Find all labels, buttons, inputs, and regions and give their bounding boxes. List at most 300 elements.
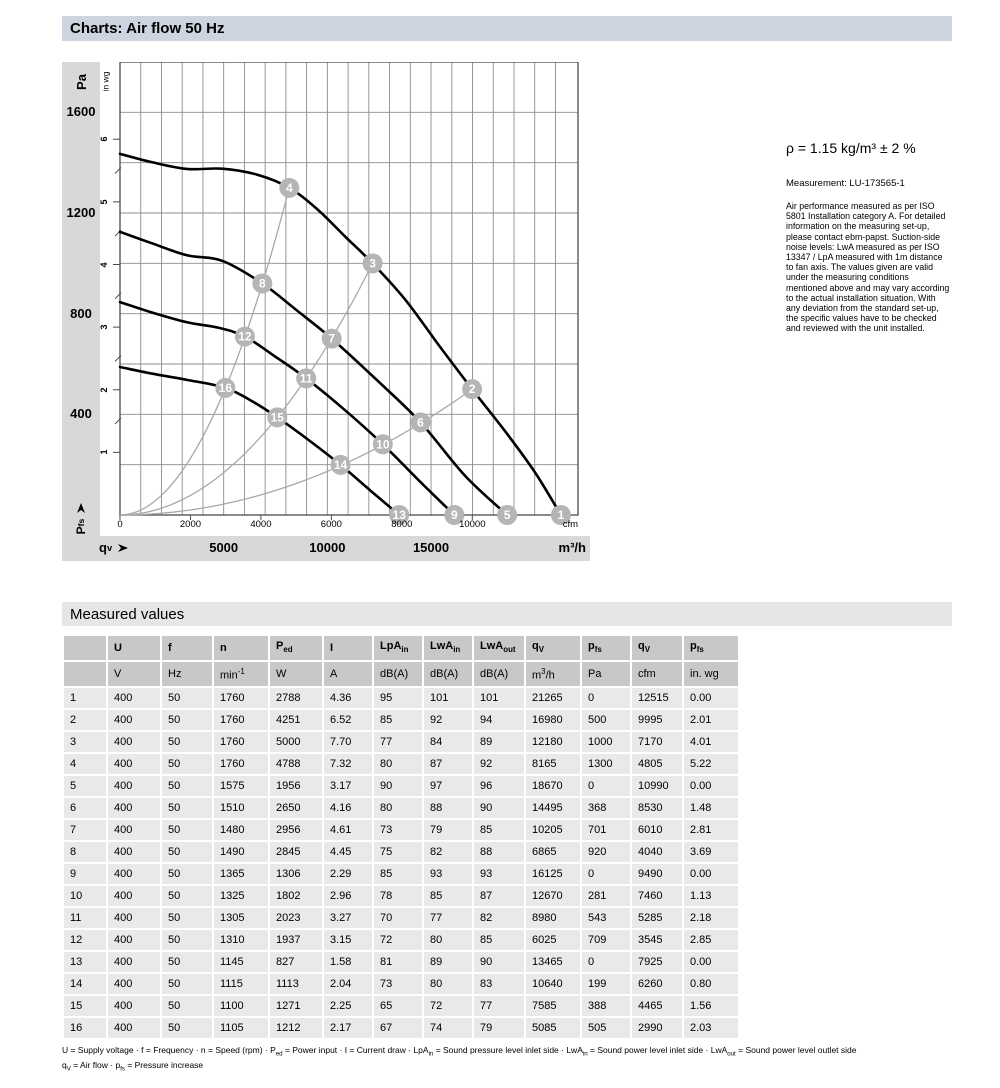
value-cell: 93 <box>424 864 472 884</box>
row-number-cell: 6 <box>64 798 106 818</box>
value-cell: 77 <box>374 732 422 752</box>
legend-line-2: $q_V$ = Air flow · $p_{fs}$ = Pressure increase <box>62 1060 204 1073</box>
value-cell: 5000 <box>270 732 322 752</box>
value-cell: 50 <box>162 930 212 950</box>
table-row <box>64 930 738 950</box>
value-cell: 2956 <box>270 820 322 840</box>
value-cell: 1365 <box>214 864 268 884</box>
header-cell: I <box>324 636 372 660</box>
value-cell: 75 <box>374 842 422 862</box>
value-cell: 1760 <box>214 754 268 774</box>
point-marker-label-12: 12 <box>238 329 252 344</box>
legend-line-1: U = Supply voltage · f = Frequency · n = Speed $(rpm) \cdot P_{ed}$ = Power input · I = Current draw · LpA$_{in}$ = Sound pressure level inlet side · LwA$_{in}$ = Sound power level inlet side · LwA$_{out}$ = Sound power level outlet side <box>62 1045 857 1058</box>
value-cell: 500 <box>582 710 630 730</box>
point-marker-label-10: 10 <box>376 437 390 452</box>
value-cell: 709 <box>582 930 630 950</box>
value-cell: 80 <box>374 798 422 818</box>
value-cell: 18670 <box>526 776 580 796</box>
value-cell: 0.00 <box>684 776 738 796</box>
value-cell: 2.17 <box>324 1018 372 1038</box>
direction-arrow-icon <box>76 502 86 513</box>
value-cell: 50 <box>162 688 212 708</box>
value-cell: 1760 <box>214 732 268 752</box>
value-cell: 0.00 <box>684 688 738 708</box>
header-cell: LpA$_{in}$ <box>374 636 422 660</box>
value-cell: 2.18 <box>684 908 738 928</box>
row-number-cell: 1 <box>64 688 106 708</box>
table-row <box>64 820 738 840</box>
value-cell: 13465 <box>526 952 580 972</box>
row-number-cell: 5 <box>64 776 106 796</box>
value-cell: 10990 <box>632 776 682 796</box>
header-cell: $P_{ed}$ <box>270 636 322 660</box>
value-cell: 1937 <box>270 930 322 950</box>
header-cell: $p_{fs}$ <box>684 636 738 660</box>
value-cell: 85 <box>374 864 422 884</box>
row-number-cell: 12 <box>64 930 106 950</box>
value-cell: 400 <box>108 996 160 1016</box>
row-number-cell: 15 <box>64 996 106 1016</box>
value-cell: 95 <box>374 688 422 708</box>
row-number-cell: 10 <box>64 886 106 906</box>
value-cell: 2990 <box>632 1018 682 1038</box>
value-cell: 65 <box>374 996 422 1016</box>
value-cell: 6.52 <box>324 710 372 730</box>
value-cell: 72 <box>424 996 472 1016</box>
value-cell: 1325 <box>214 886 268 906</box>
unit-cell: $\min^{-1}$ <box>214 662 268 686</box>
value-cell: 1100 <box>214 996 268 1016</box>
value-cell: 73 <box>374 974 422 994</box>
value-cell: 70 <box>374 908 422 928</box>
table-row <box>64 710 738 730</box>
value-cell: 400 <box>108 688 160 708</box>
table-row <box>64 842 738 862</box>
value-cell: 1.56 <box>684 996 738 1016</box>
value-cell: 388 <box>582 996 630 1016</box>
pa-tick-label: 400 <box>70 406 92 422</box>
inwg-tick-label: 4 <box>99 262 109 268</box>
value-cell: 94 <box>474 710 524 730</box>
value-cell: 84 <box>424 732 472 752</box>
cfm-tick-label: 8000 <box>391 519 413 530</box>
point-marker-label-8: 8 <box>258 276 266 291</box>
value-cell: 7460 <box>632 886 682 906</box>
value-cell: 3.17 <box>324 776 372 796</box>
value-cell: 1802 <box>270 886 322 906</box>
value-cell: 1.48 <box>684 798 738 818</box>
header-cell: LwA$_{out}$ <box>474 636 524 660</box>
value-cell: 92 <box>424 710 472 730</box>
unit-cell: dB(A) <box>424 662 472 686</box>
value-cell: 2.25 <box>324 996 372 1016</box>
table-row <box>64 974 738 994</box>
value-cell: 701 <box>582 820 630 840</box>
value-cell: 10640 <box>526 974 580 994</box>
value-cell: 2.81 <box>684 820 738 840</box>
point-marker-label-2: 2 <box>468 382 476 397</box>
unit-cell: Hz <box>162 662 212 686</box>
value-cell: 400 <box>108 1018 160 1038</box>
header-cell: n <box>214 636 268 660</box>
unit-cell: dB(A) <box>474 662 524 686</box>
unit-cell <box>64 662 106 686</box>
unit-cell: A <box>324 662 372 686</box>
value-cell: 2650 <box>270 798 322 818</box>
value-cell: 1306 <box>270 864 322 884</box>
value-cell: 4805 <box>632 754 682 774</box>
value-cell: 50 <box>162 732 212 752</box>
row-number-cell: 14 <box>64 974 106 994</box>
value-cell: 92 <box>474 754 524 774</box>
table-sym-row <box>64 636 738 660</box>
value-cell: 1212 <box>270 1018 322 1038</box>
value-cell: 2845 <box>270 842 322 862</box>
value-cell: 4.16 <box>324 798 372 818</box>
header-cell: $q_V$ <box>526 636 580 660</box>
value-cell: 920 <box>582 842 630 862</box>
value-cell: 7.70 <box>324 732 372 752</box>
value-cell: 8165 <box>526 754 580 774</box>
value-cell: 85 <box>424 886 472 906</box>
value-cell: 1490 <box>214 842 268 862</box>
table-row <box>64 908 738 928</box>
point-marker-label-1: 1 <box>557 508 565 522</box>
cfm-tick-label: 6000 <box>320 519 342 530</box>
value-cell: 50 <box>162 798 212 818</box>
airflow-chart <box>62 62 600 565</box>
cfm-tick-label: 4000 <box>250 519 272 530</box>
value-cell: 12180 <box>526 732 580 752</box>
value-cell: 1.58 <box>324 952 372 972</box>
value-cell: 88 <box>474 842 524 862</box>
row-number-cell: 7 <box>64 820 106 840</box>
unit-cell: W <box>270 662 322 686</box>
value-cell: 90 <box>374 776 422 796</box>
row-number-cell: 2 <box>64 710 106 730</box>
value-cell: 1510 <box>214 798 268 818</box>
system-line-through-2-6-10-14 <box>120 389 472 515</box>
value-cell: 83 <box>474 974 524 994</box>
value-cell: 67 <box>374 1018 422 1038</box>
value-cell: 16980 <box>526 710 580 730</box>
value-cell: 827 <box>270 952 322 972</box>
value-cell: 400 <box>108 754 160 774</box>
value-cell: 4.45 <box>324 842 372 862</box>
value-cell: 7170 <box>632 732 682 752</box>
value-cell: 9490 <box>632 864 682 884</box>
direction-arrow-icon <box>118 543 129 553</box>
value-cell: 2.96 <box>324 886 372 906</box>
table-row <box>64 732 738 752</box>
value-cell: 2.85 <box>684 930 738 950</box>
value-cell: 5.22 <box>684 754 738 774</box>
value-cell: 80 <box>374 754 422 774</box>
value-cell: 1480 <box>214 820 268 840</box>
value-cell: 50 <box>162 974 212 994</box>
value-cell: 1.13 <box>684 886 738 906</box>
plot-border <box>120 62 578 515</box>
header-cell: U <box>108 636 160 660</box>
value-cell: 6025 <box>526 930 580 950</box>
value-cell: 3.69 <box>684 842 738 862</box>
measured-values-bar <box>62 602 952 626</box>
value-cell: 78 <box>374 886 422 906</box>
table-unit-row <box>64 662 738 686</box>
value-cell: 400 <box>108 710 160 730</box>
header-cell: $p_{fs}$ <box>582 636 630 660</box>
value-cell: 50 <box>162 996 212 1016</box>
m3h-tick-label: 5000 <box>209 540 239 555</box>
value-cell: 1145 <box>214 952 268 972</box>
value-cell: 7925 <box>632 952 682 972</box>
value-cell: 1760 <box>214 710 268 730</box>
value-cell: 80 <box>424 930 472 950</box>
air-density-note: ρ = 1.15 kg/m³ ± 2 % <box>786 140 916 156</box>
value-cell: 85 <box>474 820 524 840</box>
value-cell: 12515 <box>632 688 682 708</box>
value-cell: 400 <box>108 820 160 840</box>
point-marker-label-4: 4 <box>285 180 293 195</box>
value-cell: 1575 <box>214 776 268 796</box>
value-cell: 400 <box>108 930 160 950</box>
value-cell: 3545 <box>632 930 682 950</box>
table-row <box>64 996 738 1016</box>
value-cell: 8980 <box>526 908 580 928</box>
inwg-tick-label: 5 <box>99 199 109 205</box>
value-cell: 400 <box>108 842 160 862</box>
value-cell: 1956 <box>270 776 322 796</box>
value-cell: 0.00 <box>684 864 738 884</box>
unit-cell: cfm <box>632 662 682 686</box>
side-note <box>786 140 950 334</box>
value-cell: 4251 <box>270 710 322 730</box>
value-cell: 2023 <box>270 908 322 928</box>
row-number-cell: 4 <box>64 754 106 774</box>
value-cell: 6010 <box>632 820 682 840</box>
value-cell: 77 <box>424 908 472 928</box>
value-cell: 16125 <box>526 864 580 884</box>
point-marker-label-7: 7 <box>328 331 336 346</box>
value-cell: 50 <box>162 754 212 774</box>
value-cell: 281 <box>582 886 630 906</box>
row-number-cell: 9 <box>64 864 106 884</box>
plot-svg <box>62 62 600 565</box>
value-cell: 0 <box>582 688 630 708</box>
value-cell: 3.15 <box>324 930 372 950</box>
value-cell: 1271 <box>270 996 322 1016</box>
fan-curve-n1320 <box>120 302 454 515</box>
cfm-tick-label: 2000 <box>179 519 202 530</box>
value-cell: 400 <box>108 886 160 906</box>
cfm-tick-label: 10000 <box>459 519 486 530</box>
qv-axis-label: q v <box>99 540 129 555</box>
value-cell: 85 <box>474 930 524 950</box>
table-row <box>64 798 738 818</box>
value-cell: 0 <box>582 864 630 884</box>
m3h-unit-label: m³/h <box>558 540 586 555</box>
header-cell: $q_V$ <box>632 636 682 660</box>
pa-axis-label: Pa <box>73 74 89 90</box>
value-cell: 79 <box>424 820 472 840</box>
row-number-cell: 3 <box>64 732 106 752</box>
m3h-tick-label: 10000 <box>309 540 346 555</box>
inwg-axis-label: in wg <box>100 71 110 92</box>
value-cell: 0 <box>582 952 630 972</box>
value-cell: 81 <box>374 952 422 972</box>
value-cell: 21265 <box>526 688 580 708</box>
table-row <box>64 952 738 972</box>
point-marker-label-15: 15 <box>270 410 284 425</box>
table-row <box>64 754 738 774</box>
value-cell: 4.01 <box>684 732 738 752</box>
row-number-cell: 16 <box>64 1018 106 1038</box>
value-cell: 368 <box>582 798 630 818</box>
value-cell: 0.00 <box>684 952 738 972</box>
value-cell: 96 <box>474 776 524 796</box>
inwg-tick-label: 2 <box>99 387 109 393</box>
measurement-conditions-note: Air performance measured as per ISO 5801 Installation category A. For detailed information on the measuring set-up, please contact ebm-papst. Suction-side noise levels: LwA measured as per ISO 13347 / LpA measured with 1m distance to fan axis. The values given are valid under the measuring conditions mentioned above and may vary according to the actual installation situation. With any deviation from the standard set-up, the specific values have to be checked and reviewed with the unit installed. <box>786 201 950 334</box>
row-number-cell: 11 <box>64 908 106 928</box>
m3h-tick-label: 15000 <box>412 540 450 555</box>
system-line-through-4-8-12-16 <box>120 188 289 515</box>
table-row <box>64 688 738 708</box>
point-marker-label-5: 5 <box>503 508 511 522</box>
value-cell: 1113 <box>270 974 322 994</box>
value-cell: 400 <box>108 952 160 972</box>
value-cell: 5085 <box>526 1018 580 1038</box>
value-cell: 3.27 <box>324 908 372 928</box>
value-cell: 73 <box>374 820 422 840</box>
unit-cell: dB(A) <box>374 662 422 686</box>
header-cell <box>64 636 106 660</box>
value-cell: 14495 <box>526 798 580 818</box>
value-cell: 8530 <box>632 798 682 818</box>
point-marker-label-3: 3 <box>369 256 376 271</box>
value-cell: 400 <box>108 908 160 928</box>
value-cell: 4040 <box>632 842 682 862</box>
value-cell: 74 <box>424 1018 472 1038</box>
point-marker-label-13: 13 <box>392 508 406 522</box>
table-row <box>64 864 738 884</box>
measured-values-table <box>62 634 740 1040</box>
value-cell: 101 <box>474 688 524 708</box>
value-cell: 1115 <box>214 974 268 994</box>
value-cell: 89 <box>424 952 472 972</box>
table-row <box>64 1018 738 1038</box>
value-cell: 50 <box>162 820 212 840</box>
inwg-tick-label: 1 <box>99 449 109 455</box>
value-cell: 543 <box>582 908 630 928</box>
value-cell: 1300 <box>582 754 630 774</box>
measurement-id: Measurement: LU-173565-1 <box>786 178 905 189</box>
value-cell: 400 <box>108 776 160 796</box>
value-cell: 90 <box>474 798 524 818</box>
inwg-tick-label: 6 <box>99 136 109 142</box>
value-cell: 1000 <box>582 732 630 752</box>
value-cell: 50 <box>162 908 212 928</box>
value-cell: 7.32 <box>324 754 372 774</box>
pfs-axis-label: P fs <box>73 491 89 545</box>
point-marker-label-6: 6 <box>417 415 424 430</box>
value-cell: 89 <box>474 732 524 752</box>
value-cell: 82 <box>474 908 524 928</box>
header-cell: LwA$_{in}$ <box>424 636 472 660</box>
value-cell: 505 <box>582 1018 630 1038</box>
header-cell: f <box>162 636 212 660</box>
value-cell: 97 <box>424 776 472 796</box>
unit-cell: Pa <box>582 662 630 686</box>
value-cell: 82 <box>424 842 472 862</box>
value-cell: 50 <box>162 710 212 730</box>
value-cell: 12670 <box>526 886 580 906</box>
value-cell: 400 <box>108 798 160 818</box>
value-cell: 50 <box>162 776 212 796</box>
system-line-through-3-7-11-15 <box>120 263 373 515</box>
value-cell: 50 <box>162 886 212 906</box>
table-row <box>64 776 738 796</box>
value-cell: 2.01 <box>684 710 738 730</box>
value-cell: 2.29 <box>324 864 372 884</box>
value-cell: 0.80 <box>684 974 738 994</box>
value-cell: 4.36 <box>324 688 372 708</box>
cfm-unit-label: cfm <box>562 519 578 530</box>
value-cell: 88 <box>424 798 472 818</box>
point-marker-label-16: 16 <box>218 380 233 395</box>
value-cell: 9995 <box>632 710 682 730</box>
value-cell: 72 <box>374 930 422 950</box>
table-row <box>64 886 738 906</box>
unit-cell: $m^3/h$ <box>526 662 580 686</box>
value-cell: 50 <box>162 1018 212 1038</box>
value-cell: 79 <box>474 1018 524 1038</box>
value-cell: 0 <box>582 776 630 796</box>
value-cell: 80 <box>424 974 472 994</box>
value-cell: 1105 <box>214 1018 268 1038</box>
value-cell: 4.61 <box>324 820 372 840</box>
value-cell: 5285 <box>632 908 682 928</box>
value-cell: 101 <box>424 688 472 708</box>
unit-cell: V <box>108 662 160 686</box>
row-number-cell: 13 <box>64 952 106 972</box>
row-number-cell: 8 <box>64 842 106 862</box>
value-cell: 400 <box>108 974 160 994</box>
value-cell: 87 <box>424 754 472 774</box>
inwg-tick-label: 3 <box>99 324 109 330</box>
value-cell: 4465 <box>632 996 682 1016</box>
pa-tick-label: 1200 <box>66 205 96 220</box>
point-marker-label-9: 9 <box>450 508 458 522</box>
value-cell: 77 <box>474 996 524 1016</box>
cfm-tick-label: 0 <box>117 519 123 530</box>
value-cell: 6865 <box>526 842 580 862</box>
value-cell: 50 <box>162 864 212 884</box>
value-cell: 10205 <box>526 820 580 840</box>
value-cell: 50 <box>162 952 212 972</box>
value-cell: 400 <box>108 732 160 752</box>
value-cell: 400 <box>108 864 160 884</box>
charts-title: Charts: Air flow 50 Hz <box>70 20 225 37</box>
value-cell: 2.04 <box>324 974 372 994</box>
value-cell: 90 <box>474 952 524 972</box>
value-cell: 1760 <box>214 688 268 708</box>
pa-tick-label: 800 <box>70 305 92 321</box>
value-cell: 93 <box>474 864 524 884</box>
pa-tick-label: 1600 <box>66 104 96 120</box>
value-cell: 1310 <box>214 930 268 950</box>
measured-values-title: Measured values <box>70 605 185 623</box>
value-cell: 87 <box>474 886 524 906</box>
